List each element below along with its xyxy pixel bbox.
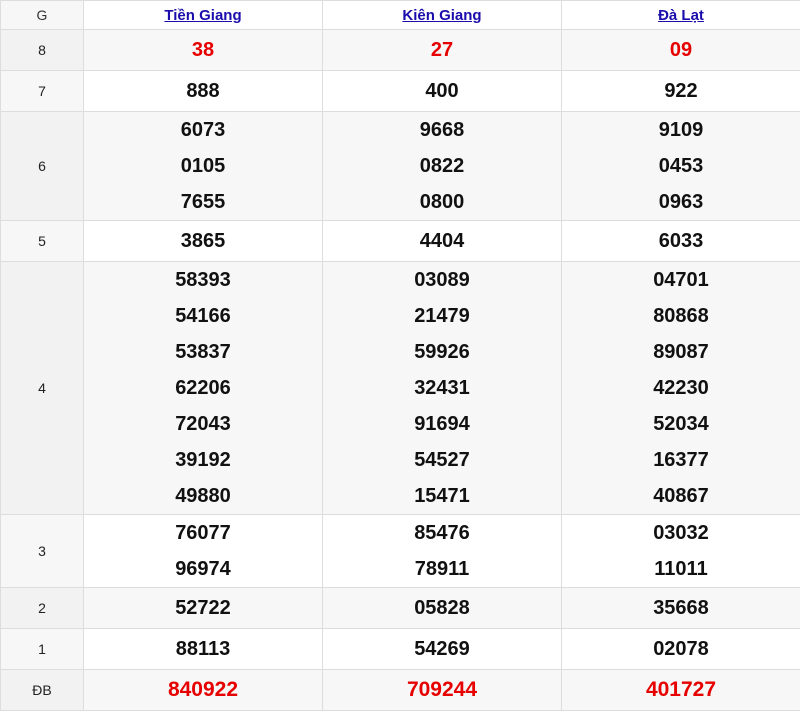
result-number: 54166 <box>175 305 231 327</box>
table-header <box>1 1 800 30</box>
result-cell <box>84 30 323 71</box>
table-row <box>1 629 800 670</box>
result-number: 91694 <box>414 413 470 435</box>
result-number: 6073 <box>180 119 226 141</box>
result-number: 35668 <box>653 597 709 619</box>
header-row <box>1 1 800 30</box>
result-number: 0822 <box>419 155 465 177</box>
result-number: 03089 <box>414 269 470 291</box>
table-row <box>1 71 800 112</box>
result-number: 52034 <box>653 413 709 435</box>
result-number: 59926 <box>414 341 470 363</box>
prize-label: 5 <box>1 221 84 262</box>
result-number: 53837 <box>175 341 231 363</box>
result-number: 49880 <box>175 485 231 507</box>
province-header-1 <box>84 1 323 30</box>
result-number: 32431 <box>414 377 470 399</box>
result-number: 709244 <box>406 678 478 701</box>
result-number: 21479 <box>414 305 470 327</box>
result-number: 9668 <box>419 119 465 141</box>
result-cell <box>323 629 562 670</box>
result-number: 16377 <box>653 449 709 471</box>
result-cell <box>562 221 800 262</box>
prize-label: 1 <box>1 629 84 670</box>
result-cell <box>84 221 323 262</box>
result-number: 88113 <box>175 638 231 660</box>
result-cell <box>562 262 800 515</box>
table-body <box>1 30 800 711</box>
prize-column-header: G <box>1 1 84 30</box>
result-number: 52722 <box>175 597 231 619</box>
result-cell <box>84 515 323 588</box>
result-number: 96974 <box>175 558 231 580</box>
result-number: 85476 <box>414 522 470 544</box>
province-link-tien-giang[interactable]: Tiền Giang <box>164 6 242 24</box>
result-cell <box>562 588 800 629</box>
table-row <box>1 515 800 588</box>
result-number: 72043 <box>175 413 231 435</box>
result-number: 02078 <box>653 638 709 660</box>
result-number: 0453 <box>658 155 704 177</box>
result-number: 54527 <box>414 449 470 471</box>
province-header-3 <box>562 1 800 30</box>
result-cell <box>84 112 323 221</box>
result-cell <box>84 71 323 112</box>
result-number: 76077 <box>175 522 231 544</box>
result-number: 40867 <box>653 485 709 507</box>
result-cell <box>562 112 800 221</box>
result-cell <box>562 629 800 670</box>
result-number: 401727 <box>645 678 717 701</box>
result-cell <box>562 30 800 71</box>
result-number: 0105 <box>180 155 226 177</box>
province-link-da-lat[interactable]: Đà Lạt <box>658 6 704 24</box>
result-number: 39192 <box>175 449 231 471</box>
result-number: 80868 <box>653 305 709 327</box>
result-number: 89087 <box>653 341 709 363</box>
province-header-2 <box>323 1 562 30</box>
result-number: 922 <box>664 80 698 102</box>
table-row <box>1 670 800 711</box>
result-number: 0800 <box>419 191 465 213</box>
result-number: 4404 <box>419 230 465 252</box>
result-number: 840922 <box>167 678 239 701</box>
result-number: 7655 <box>180 191 226 213</box>
table-row <box>1 30 800 71</box>
table-row <box>1 262 800 515</box>
result-number: 05828 <box>414 597 470 619</box>
prize-label: 4 <box>1 262 84 515</box>
result-cell <box>562 71 800 112</box>
result-number: 38 <box>191 39 215 61</box>
prize-label: 3 <box>1 515 84 588</box>
result-cell <box>323 71 562 112</box>
result-number: 888 <box>186 80 220 102</box>
province-link-kien-giang[interactable]: Kiên Giang <box>402 6 482 24</box>
result-number: 6033 <box>658 230 704 252</box>
result-number: 09 <box>669 39 693 61</box>
result-cell <box>562 670 800 711</box>
result-number: 27 <box>430 39 454 61</box>
result-cell <box>323 30 562 71</box>
result-cell <box>84 670 323 711</box>
result-number: 54269 <box>414 638 470 660</box>
result-cell <box>562 515 800 588</box>
result-number: 42230 <box>653 377 709 399</box>
result-cell <box>323 262 562 515</box>
result-cell <box>323 112 562 221</box>
table-row <box>1 112 800 221</box>
result-number: 11011 <box>654 558 708 580</box>
table-row <box>1 221 800 262</box>
prize-label: 7 <box>1 71 84 112</box>
result-number: 400 <box>425 80 459 102</box>
prize-label: 8 <box>1 30 84 71</box>
result-cell <box>323 221 562 262</box>
result-cell <box>84 588 323 629</box>
result-cell <box>323 670 562 711</box>
prize-label: 2 <box>1 588 84 629</box>
result-number: 9109 <box>658 119 704 141</box>
result-number: 62206 <box>175 377 231 399</box>
result-cell <box>84 629 323 670</box>
table-row <box>1 588 800 629</box>
result-number: 58393 <box>175 269 231 291</box>
result-number: 3865 <box>180 230 226 252</box>
result-cell <box>323 515 562 588</box>
result-number: 0963 <box>658 191 704 213</box>
result-number: 15471 <box>414 485 470 507</box>
result-cell <box>84 262 323 515</box>
result-number: 03032 <box>653 522 709 544</box>
prize-label: 6 <box>1 112 84 221</box>
prize-label: ĐB <box>1 670 84 711</box>
result-number: 78911 <box>414 558 470 580</box>
result-cell <box>323 588 562 629</box>
result-number: 04701 <box>653 269 709 291</box>
